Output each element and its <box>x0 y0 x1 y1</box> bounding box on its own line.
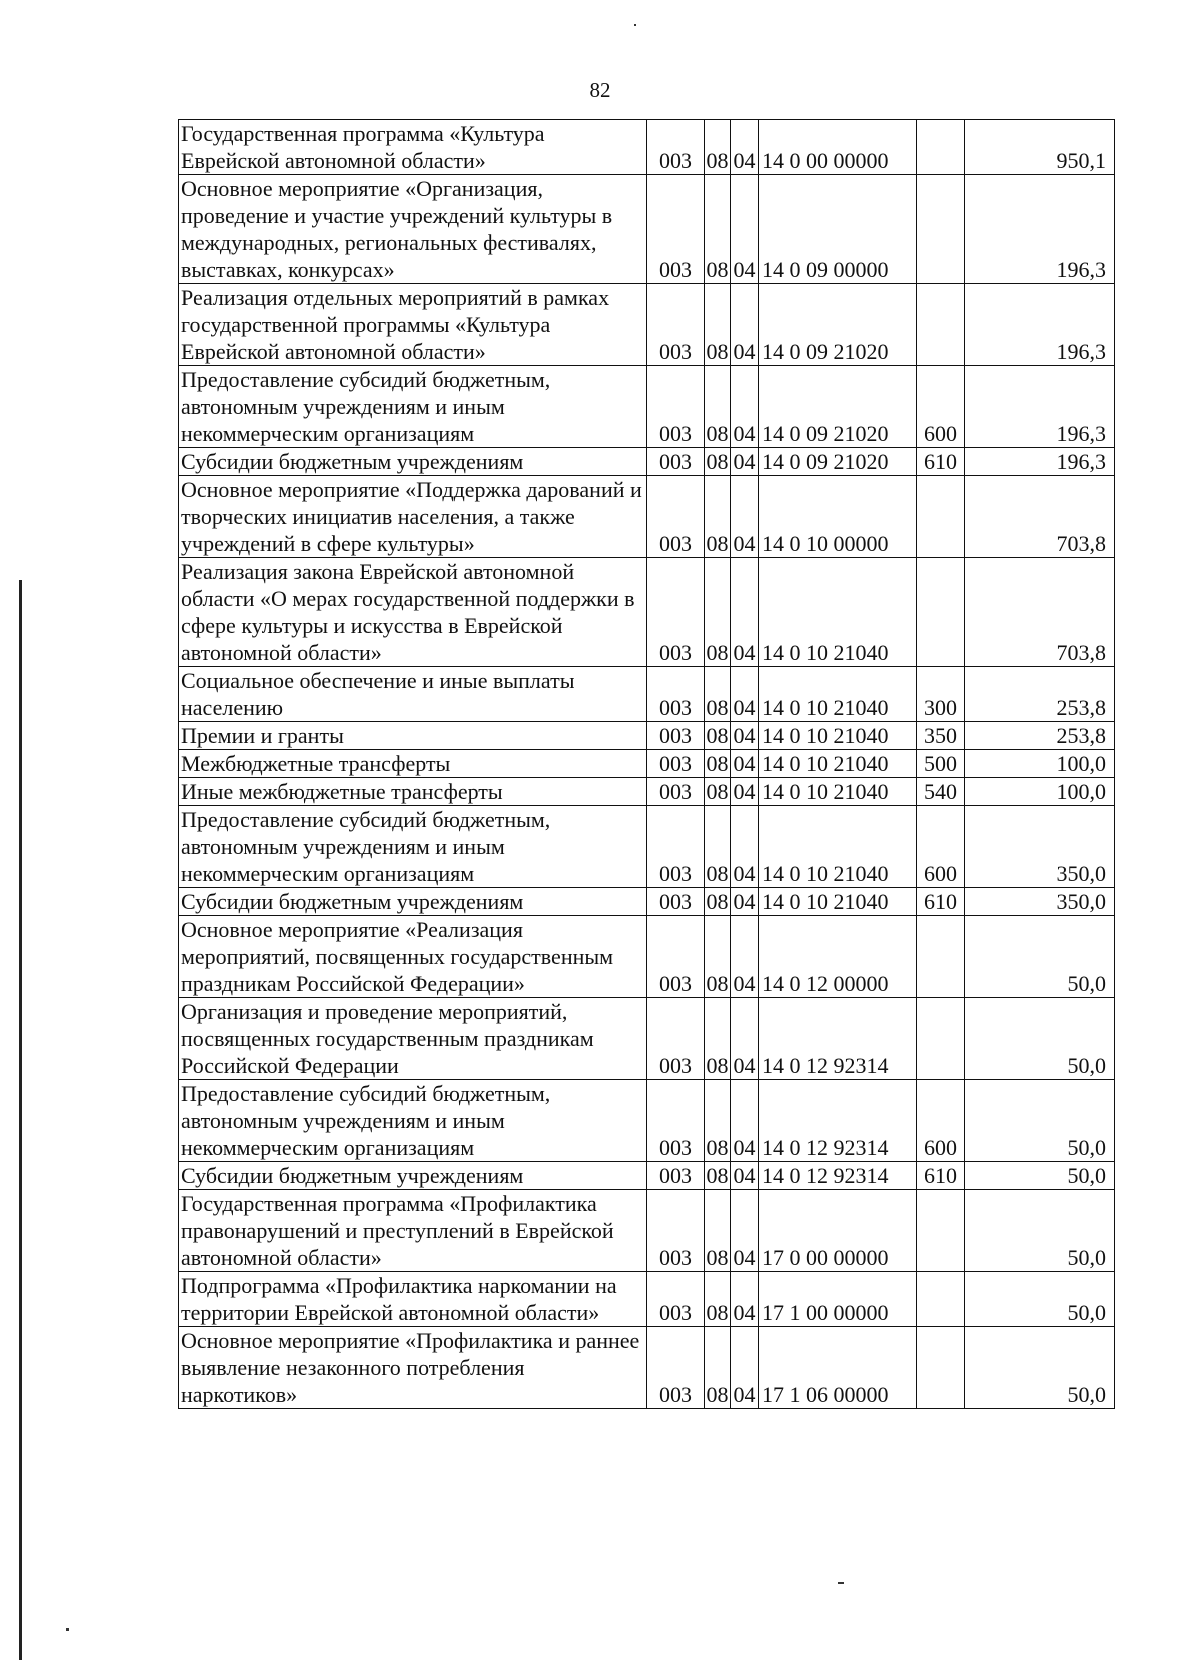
amount-cell: 196,3 <box>965 175 1115 284</box>
amount-cell: 50,0 <box>965 916 1115 998</box>
target-article-cell: 17 1 00 00000 <box>759 1272 917 1327</box>
amount-cell: 196,3 <box>965 284 1115 366</box>
section-code-cell: 08 <box>706 779 729 804</box>
target-article-cell: 14 0 10 21040 <box>759 778 917 806</box>
table-row <box>179 1327 1115 1409</box>
section-code-cell: 08 <box>706 723 729 748</box>
table-row <box>179 284 1115 366</box>
table-row <box>179 750 1115 778</box>
expense-type-cell <box>917 998 965 1080</box>
expense-type-cell: 610 <box>917 888 965 916</box>
amount-cell: 50,0 <box>965 1080 1115 1162</box>
amount-cell: 350,0 <box>965 888 1115 916</box>
ministry-code-cell: 003 <box>647 998 705 1080</box>
scan-speck <box>838 1582 844 1584</box>
table-row <box>179 448 1115 476</box>
expense-type-cell: 350 <box>917 722 965 750</box>
amount-cell: 950,1 <box>965 120 1115 175</box>
target-article-cell: 14 0 09 21020 <box>759 448 917 476</box>
section-code-cell: 08 <box>705 284 731 366</box>
expense-type-cell: 600 <box>917 366 965 448</box>
amount-cell: 196,3 <box>965 366 1115 448</box>
expense-type-cell: 540 <box>917 778 965 806</box>
scan-speck <box>66 1628 69 1631</box>
scan-speck <box>634 24 636 26</box>
table-row <box>179 476 1115 558</box>
subsection-code-cell: 04 <box>731 558 759 667</box>
subsection-code-cell: 04 <box>731 1190 759 1272</box>
expense-type-cell <box>917 120 965 175</box>
section-code-cell: 08 <box>705 175 731 284</box>
subsection-code-cell: 04 <box>731 476 759 558</box>
section-code-cell: 08 <box>705 120 731 175</box>
subsection-code-cell: 04 <box>731 120 759 175</box>
row-name-cell: Межбюджетные трансферты <box>179 750 647 778</box>
table-row <box>179 120 1115 175</box>
row-name-cell: Субсидии бюджетным учреждениям <box>179 1162 647 1190</box>
row-name-cell: Реализация закона Еврейской автономной области «О мерах государственной поддержки в сфере культуры и искусства в Еврейской автономной области» <box>179 558 647 667</box>
table-row <box>179 175 1115 284</box>
ministry-code-cell: 003 <box>647 1080 705 1162</box>
target-article-cell: 14 0 12 92314 <box>759 1080 917 1162</box>
target-article-cell: 14 0 12 92314 <box>759 1162 917 1190</box>
expense-type-cell <box>917 476 965 558</box>
row-name-cell: Основное мероприятие «Реализация мероприятий, посвященных государственным праздникам Российской Федерации» <box>179 916 647 998</box>
row-name-cell: Социальное обеспечение и иные выплаты населению <box>179 667 647 722</box>
subsection-code-cell: 04 <box>731 1080 759 1162</box>
scan-edge-line <box>19 580 22 1660</box>
expense-type-cell: 500 <box>917 750 965 778</box>
section-code-cell: 08 <box>705 558 731 667</box>
subsection-code-cell: 04 <box>731 806 759 888</box>
target-article-cell: 14 0 10 21040 <box>759 722 917 750</box>
table-row <box>179 366 1115 448</box>
target-article-cell: 14 0 12 92314 <box>759 998 917 1080</box>
target-article-cell: 14 0 10 21040 <box>759 558 917 667</box>
subsection-code-cell: 04 <box>731 888 759 916</box>
amount-cell: 703,8 <box>965 476 1115 558</box>
section-code-cell: 08 <box>705 1080 731 1162</box>
row-name-cell: Основное мероприятие «Организация, проведение и участие учреждений культуры в международных, региональных фестивалях, выставках, конкурсах» <box>179 175 647 284</box>
ministry-code-cell: 003 <box>647 366 705 448</box>
row-name-cell: Предоставление субсидий бюджетным, автономным учреждениям и иным некоммерческим организациям <box>179 806 647 888</box>
row-name-cell: Государственная программа «Профилактика правонарушений и преступлений в Еврейской автономной области» <box>179 1190 647 1272</box>
row-name-cell: Предоставление субсидий бюджетным, автономным учреждениям и иным некоммерческим организациям <box>179 1080 647 1162</box>
target-article-cell: 14 0 10 21040 <box>759 750 917 778</box>
amount-cell: 196,3 <box>965 448 1115 476</box>
ministry-code-cell: 003 <box>647 667 705 722</box>
expense-type-cell <box>917 1272 965 1327</box>
subsection-code-cell: 04 <box>731 667 759 722</box>
target-article-cell: 14 0 00 00000 <box>759 120 917 175</box>
subsection-code-cell: 04 <box>731 750 759 778</box>
ministry-code-cell: 003 <box>647 476 705 558</box>
amount-cell: 100,0 <box>965 778 1115 806</box>
ministry-code-cell: 003 <box>647 722 705 750</box>
table-row <box>179 806 1115 888</box>
section-code-cell: 08 <box>705 998 731 1080</box>
amount-cell: 50,0 <box>965 1190 1115 1272</box>
ministry-code-cell: 003 <box>647 750 705 778</box>
row-name-cell: Основное мероприятие «Профилактика и раннее выявление незаконного потребления наркотиков» <box>179 1327 647 1409</box>
subsection-code-cell: 04 <box>731 448 759 476</box>
section-code-cell: 08 <box>705 806 731 888</box>
expense-type-cell <box>917 1190 965 1272</box>
amount-cell: 253,8 <box>965 667 1115 722</box>
target-article-cell: 14 0 10 21040 <box>759 806 917 888</box>
section-code-cell: 08 <box>705 667 731 722</box>
table-row <box>179 667 1115 722</box>
amount-cell: 253,8 <box>965 722 1115 750</box>
ministry-code-cell: 003 <box>647 558 705 667</box>
ministry-code-cell: 003 <box>647 806 705 888</box>
amount-cell: 350,0 <box>965 806 1115 888</box>
target-article-cell: 14 0 10 21040 <box>759 888 917 916</box>
table-row <box>179 722 1115 750</box>
target-article-cell: 14 0 10 00000 <box>759 476 917 558</box>
expense-type-cell <box>917 175 965 284</box>
amount-cell: 50,0 <box>965 1162 1115 1190</box>
section-code-cell: 08 <box>705 1327 731 1409</box>
section-code-cell: 08 <box>706 1163 729 1188</box>
expense-type-cell <box>917 284 965 366</box>
subsection-code-cell: 04 <box>731 366 759 448</box>
section-code-cell: 08 <box>706 449 729 474</box>
target-article-cell: 17 0 00 00000 <box>759 1190 917 1272</box>
expense-type-cell <box>917 916 965 998</box>
ministry-code-cell: 003 <box>647 284 705 366</box>
row-name-cell: Предоставление субсидий бюджетным, автономным учреждениям и иным некоммерческим организациям <box>179 366 647 448</box>
subsection-code-cell: 04 <box>731 284 759 366</box>
table-row <box>179 1080 1115 1162</box>
amount-cell: 703,8 <box>965 558 1115 667</box>
expense-type-cell: 600 <box>917 1080 965 1162</box>
target-article-cell: 14 0 10 21040 <box>759 667 917 722</box>
row-name-cell: Организация и проведение мероприятий, посвященных государственным праздникам Российской Федерации <box>179 998 647 1080</box>
ministry-code-cell: 003 <box>647 888 705 916</box>
subsection-code-cell: 04 <box>731 998 759 1080</box>
table-row <box>179 1272 1115 1327</box>
ministry-code-cell: 003 <box>647 175 705 284</box>
row-name-cell: Реализация отдельных мероприятий в рамках государственной программы «Культура Еврейской автономной области» <box>179 284 647 366</box>
subsection-code-cell: 04 <box>731 1272 759 1327</box>
subsection-code-cell: 04 <box>731 175 759 284</box>
row-name-cell: Государственная программа «Культура Еврейской автономной области» <box>179 120 647 175</box>
amount-cell: 100,0 <box>965 750 1115 778</box>
expense-type-cell: 610 <box>917 1162 965 1190</box>
row-name-cell: Иные межбюджетные трансферты <box>179 778 647 806</box>
ministry-code-cell: 003 <box>647 916 705 998</box>
expense-type-cell: 300 <box>917 667 965 722</box>
amount-cell: 50,0 <box>965 998 1115 1080</box>
ministry-code-cell: 003 <box>647 1162 705 1190</box>
target-article-cell: 14 0 09 00000 <box>759 175 917 284</box>
target-article-cell: 14 0 09 21020 <box>759 284 917 366</box>
ministry-code-cell: 003 <box>647 1190 705 1272</box>
table-row <box>179 998 1115 1080</box>
amount-cell: 50,0 <box>965 1272 1115 1327</box>
target-article-cell: 17 1 06 00000 <box>759 1327 917 1409</box>
row-name-cell: Субсидии бюджетным учреждениям <box>179 448 647 476</box>
section-code-cell: 08 <box>706 889 729 914</box>
subsection-code-cell: 04 <box>731 1327 759 1409</box>
budget-table <box>178 119 1115 1409</box>
table-row <box>179 1162 1115 1190</box>
subsection-code-cell: 04 <box>731 722 759 750</box>
section-code-cell: 08 <box>705 1272 731 1327</box>
section-code-cell: 08 <box>705 366 731 448</box>
target-article-cell: 14 0 09 21020 <box>759 366 917 448</box>
table-row <box>179 558 1115 667</box>
section-code-cell: 08 <box>706 751 729 776</box>
budget-table-body <box>179 120 1115 1409</box>
subsection-code-cell: 04 <box>731 916 759 998</box>
expense-type-cell <box>917 1327 965 1409</box>
row-name-cell: Субсидии бюджетным учреждениям <box>179 888 647 916</box>
expense-type-cell <box>917 558 965 667</box>
row-name-cell: Подпрограмма «Профилактика наркомании на территории Еврейской автономной области» <box>179 1272 647 1327</box>
expense-type-cell: 610 <box>917 448 965 476</box>
table-row <box>179 916 1115 998</box>
ministry-code-cell: 003 <box>647 120 705 175</box>
subsection-code-cell: 04 <box>731 1162 759 1190</box>
subsection-code-cell: 04 <box>731 778 759 806</box>
ministry-code-cell: 003 <box>647 1272 705 1327</box>
target-article-cell: 14 0 12 00000 <box>759 916 917 998</box>
section-code-cell: 08 <box>705 916 731 998</box>
ministry-code-cell: 003 <box>647 778 705 806</box>
ministry-code-cell: 003 <box>647 448 705 476</box>
table-row <box>179 1190 1115 1272</box>
ministry-code-cell: 003 <box>647 1327 705 1409</box>
section-code-cell: 08 <box>705 1190 731 1272</box>
amount-cell: 50,0 <box>965 1327 1115 1409</box>
page-number: 82 <box>589 78 611 102</box>
row-name-cell: Премии и гранты <box>179 722 647 750</box>
table-row <box>179 778 1115 806</box>
table-row <box>179 888 1115 916</box>
expense-type-cell: 600 <box>917 806 965 888</box>
row-name-cell: Основное мероприятие «Поддержка дарований и творческих инициатив населения, а также учреждений в сфере культуры» <box>179 476 647 558</box>
section-code-cell: 08 <box>705 476 731 558</box>
